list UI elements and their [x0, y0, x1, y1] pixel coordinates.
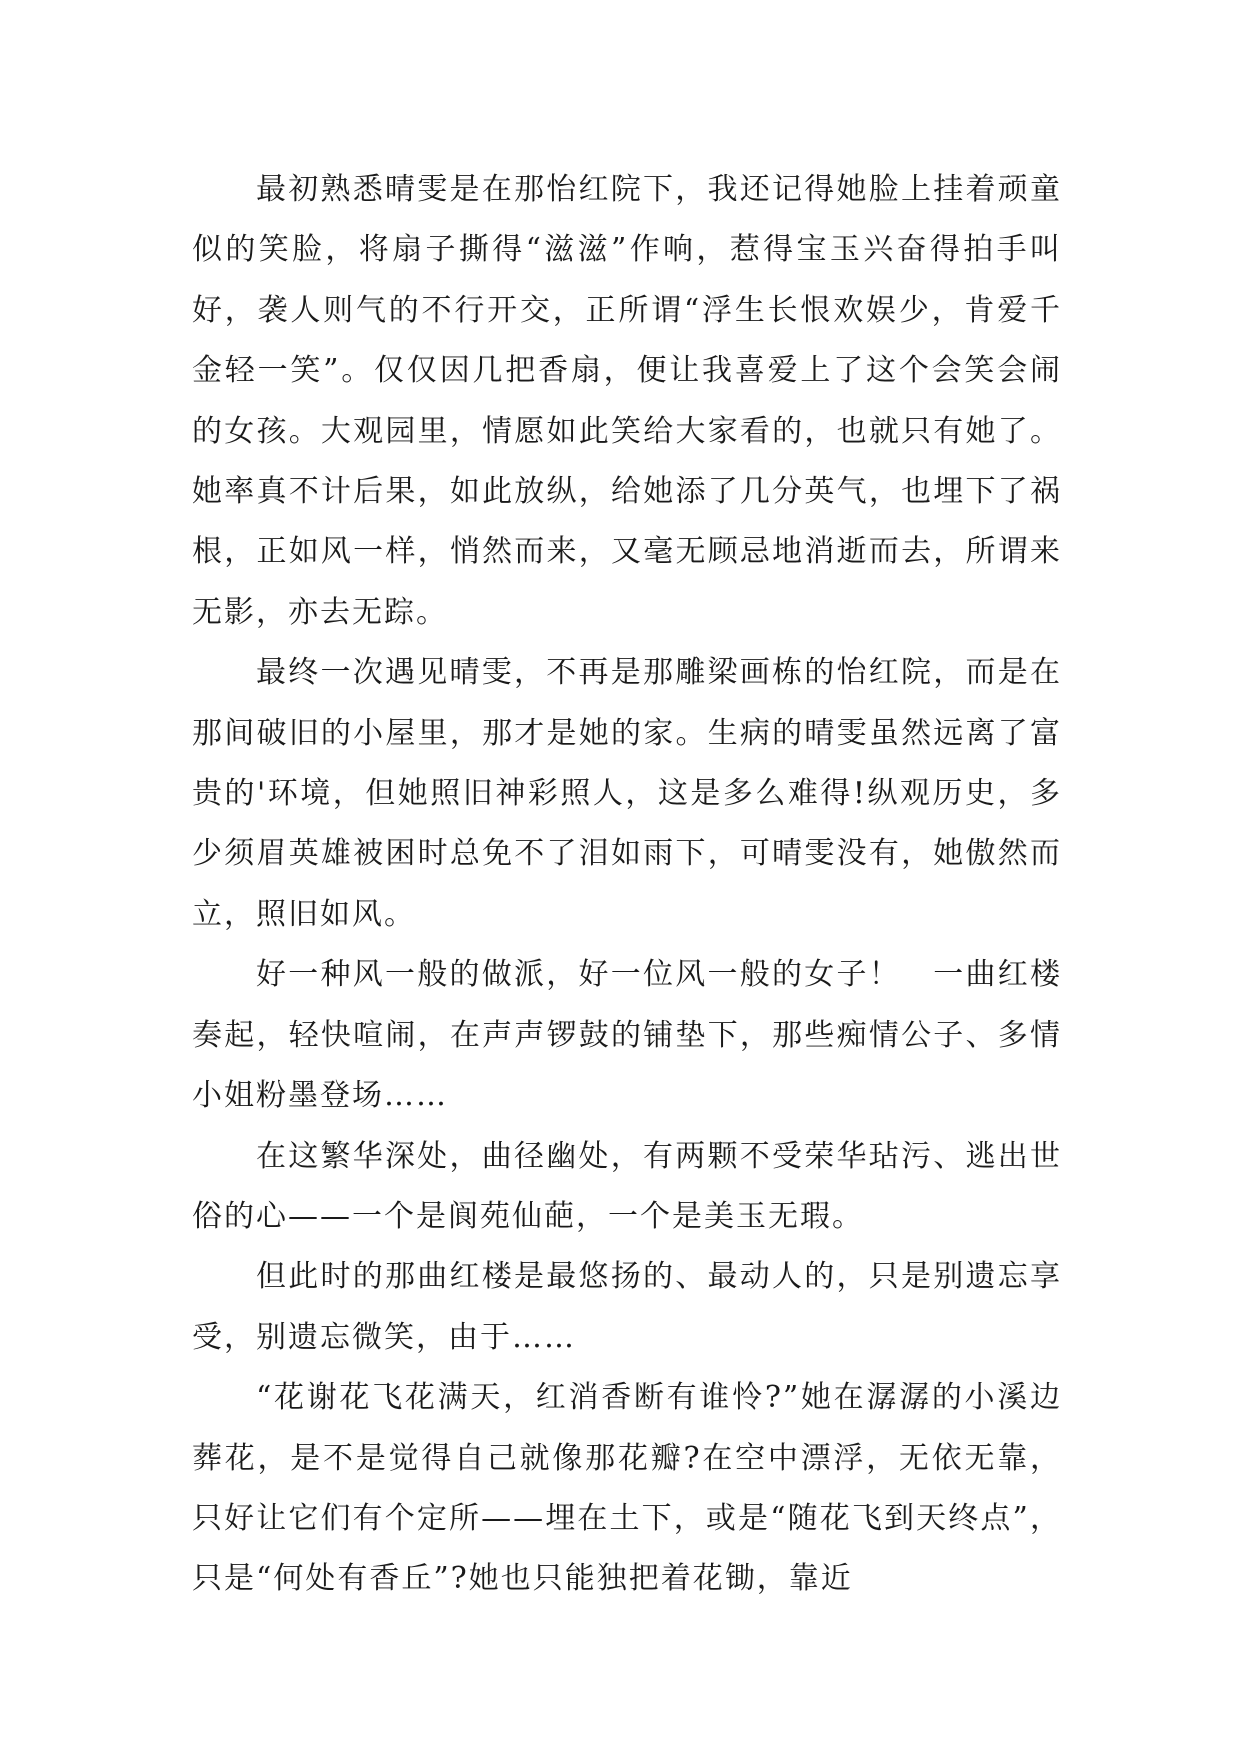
paragraph-1: 最初熟悉晴雯是在那怡红院下，我还记得她脸上挂着顽童似的笑脸，将扇子撕得“滋滋”作响，惹得宝玉兴奋得拍手叫好，袭人则气的不行开交，正所谓“浮生长恨欢娱少，肯爱千金轻一笑”。仅仅因几把香扇，便让我喜爱上了这个会笑会闹的女孩。大观园里，情愿如此笑给大家看的，也就只有她了。她率真不计后果，如此放纵，给她添了几分英气，也埋下了祸根，正如风一样，悄然而来，又毫无顾忌地消逝而去，所谓来无影，亦去无踪。: [192, 172, 1062, 630]
paragraph-4: 在这繁华深处，曲径幽处，有两颗不受荣华玷污、逃出世俗的心——一个是阆苑仙葩，一个是美玉无瑕。: [192, 1138, 1062, 1234]
essay-body: [192, 160, 1062, 1610]
paragraph-3: 好一种风一般的做派，好一位风一般的女子！ 一曲红楼奏起，轻快喧闹，在声声锣鼓的铺垫下，那些痴情公子、多情小姐粉墨登场……: [192, 957, 1062, 1114]
paragraph-5: 但此时的那曲红楼是最悠扬的、最动人的，只是别遗忘享受，别遗忘微笑，由于……: [192, 1259, 1062, 1355]
paragraph-2: 最终一次遇见晴雯，不再是那雕梁画栋的怡红院，而是在那间破旧的小屋里，那才是她的家。生病的晴雯虽然远离了富贵的'环境，但她照旧神彩照人，这是多么难得!纵观历史，多少须眉英雄被困时总免不了泪如雨下，可晴雯没有，她傲然而立，照旧如风。: [192, 655, 1062, 932]
paragraph-6: “花谢花飞花满天，红消香断有谁怜?”她在潺潺的小溪边葬花，是不是觉得自己就像那花瓣?在空中漂浮，无依无靠，只好让它们有个定所——埋在土下，或是“随花飞到天终点”，只是“何处有香丘”?她也只能独把着花锄，靠近: [192, 1380, 1062, 1597]
